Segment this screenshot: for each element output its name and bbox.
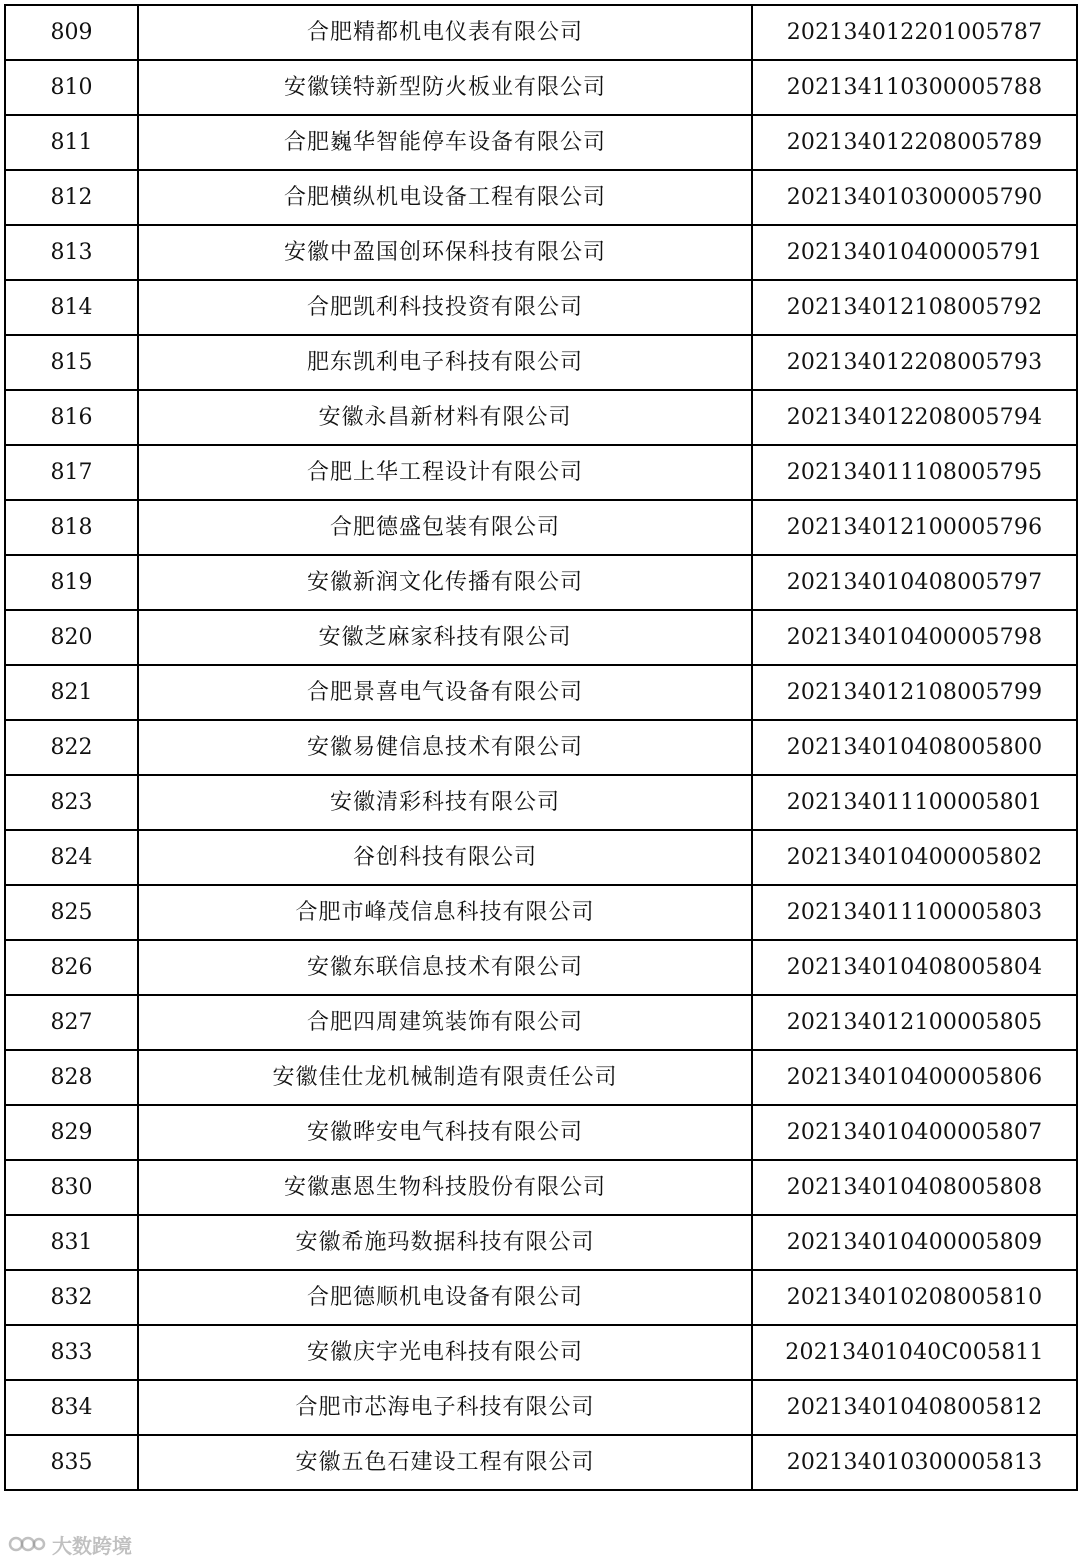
row-number-cell: 821 bbox=[5, 665, 138, 720]
registration-code-cell: 202134012108005792 bbox=[752, 280, 1077, 335]
company-name-cell: 合肥凯利科技投资有限公司 bbox=[138, 280, 752, 335]
table-row bbox=[5, 390, 1077, 445]
row-number-cell: 827 bbox=[5, 995, 138, 1050]
table-row bbox=[5, 610, 1077, 665]
row-number-cell: 820 bbox=[5, 610, 138, 665]
company-name-cell: 安徽庆宇光电科技有限公司 bbox=[138, 1325, 752, 1380]
table-row bbox=[5, 940, 1077, 995]
registration-code-cell: 202134010408005797 bbox=[752, 555, 1077, 610]
table-row bbox=[5, 720, 1077, 775]
table-row bbox=[5, 445, 1077, 500]
brand-logo-icon bbox=[8, 1533, 46, 1555]
table-row bbox=[5, 500, 1077, 555]
registration-code-cell: 202134012208005793 bbox=[752, 335, 1077, 390]
row-number-cell: 828 bbox=[5, 1050, 138, 1105]
table-row bbox=[5, 170, 1077, 225]
registration-code-cell: 202134010408005812 bbox=[752, 1380, 1077, 1435]
row-number-cell: 823 bbox=[5, 775, 138, 830]
table-body bbox=[5, 5, 1077, 1490]
company-name-cell: 安徽镁特新型防火板业有限公司 bbox=[138, 60, 752, 115]
row-number-cell: 811 bbox=[5, 115, 138, 170]
company-name-cell: 合肥四周建筑装饰有限公司 bbox=[138, 995, 752, 1050]
row-number-cell: 824 bbox=[5, 830, 138, 885]
registration-code-cell: 202134011100005801 bbox=[752, 775, 1077, 830]
registration-code-cell: 202134011108005795 bbox=[752, 445, 1077, 500]
table-row bbox=[5, 1325, 1077, 1380]
registry-table bbox=[4, 4, 1078, 1491]
table-row bbox=[5, 1105, 1077, 1160]
row-number-cell: 812 bbox=[5, 170, 138, 225]
row-number-cell: 815 bbox=[5, 335, 138, 390]
table-row bbox=[5, 60, 1077, 115]
company-name-cell: 合肥上华工程设计有限公司 bbox=[138, 445, 752, 500]
registration-code-cell: 202134012208005794 bbox=[752, 390, 1077, 445]
table-row bbox=[5, 5, 1077, 60]
table-row bbox=[5, 555, 1077, 610]
registration-code-cell: 202134010400005791 bbox=[752, 225, 1077, 280]
company-name-cell: 安徽清彩科技有限公司 bbox=[138, 775, 752, 830]
row-number-cell: 809 bbox=[5, 5, 138, 60]
table-row bbox=[5, 1380, 1077, 1435]
company-name-cell: 合肥精都机电仪表有限公司 bbox=[138, 5, 752, 60]
registration-code-cell: 20213401040C005811 bbox=[752, 1325, 1077, 1380]
registration-code-cell: 202134012100005796 bbox=[752, 500, 1077, 555]
table-row bbox=[5, 665, 1077, 720]
company-name-cell: 安徽希施玛数据科技有限公司 bbox=[138, 1215, 752, 1270]
company-name-cell: 合肥巍华智能停车设备有限公司 bbox=[138, 115, 752, 170]
table-row bbox=[5, 280, 1077, 335]
table-row bbox=[5, 885, 1077, 940]
table-row bbox=[5, 830, 1077, 885]
registration-code-cell: 202134011100005803 bbox=[752, 885, 1077, 940]
table-row bbox=[5, 1050, 1077, 1105]
row-number-cell: 814 bbox=[5, 280, 138, 335]
registration-code-cell: 202134010400005798 bbox=[752, 610, 1077, 665]
company-name-cell: 安徽易健信息技术有限公司 bbox=[138, 720, 752, 775]
company-name-cell: 安徽惠恩生物科技股份有限公司 bbox=[138, 1160, 752, 1215]
company-name-cell: 肥东凯利电子科技有限公司 bbox=[138, 335, 752, 390]
row-number-cell: 817 bbox=[5, 445, 138, 500]
registration-code-cell: 202134012100005805 bbox=[752, 995, 1077, 1050]
company-name-cell: 安徽五色石建设工程有限公司 bbox=[138, 1435, 752, 1490]
row-number-cell: 825 bbox=[5, 885, 138, 940]
row-number-cell: 829 bbox=[5, 1105, 138, 1160]
company-name-cell: 合肥德顺机电设备有限公司 bbox=[138, 1270, 752, 1325]
company-name-cell: 安徽佳仕龙机械制造有限责任公司 bbox=[138, 1050, 752, 1105]
table-row bbox=[5, 1435, 1077, 1490]
registration-code-cell: 202134010300005790 bbox=[752, 170, 1077, 225]
table-row bbox=[5, 1215, 1077, 1270]
registration-code-cell: 202134010408005808 bbox=[752, 1160, 1077, 1215]
company-name-cell: 安徽永昌新材料有限公司 bbox=[138, 390, 752, 445]
company-name-cell: 安徽晔安电气科技有限公司 bbox=[138, 1105, 752, 1160]
row-number-cell: 818 bbox=[5, 500, 138, 555]
row-number-cell: 819 bbox=[5, 555, 138, 610]
table-row bbox=[5, 1160, 1077, 1215]
row-number-cell: 834 bbox=[5, 1380, 138, 1435]
table-row bbox=[5, 995, 1077, 1050]
registration-code-cell: 202134010208005810 bbox=[752, 1270, 1077, 1325]
company-name-cell: 安徽新润文化传播有限公司 bbox=[138, 555, 752, 610]
registration-code-cell: 202134010400005809 bbox=[752, 1215, 1077, 1270]
watermark-text: 大数跨境 bbox=[52, 1533, 132, 1558]
row-number-cell: 830 bbox=[5, 1160, 138, 1215]
row-number-cell: 833 bbox=[5, 1325, 138, 1380]
company-name-cell: 谷创科技有限公司 bbox=[138, 830, 752, 885]
company-name-cell: 合肥市峰茂信息科技有限公司 bbox=[138, 885, 752, 940]
table-row bbox=[5, 225, 1077, 280]
company-name-cell: 合肥德盛包装有限公司 bbox=[138, 500, 752, 555]
company-name-cell: 安徽东联信息技术有限公司 bbox=[138, 940, 752, 995]
table-row bbox=[5, 335, 1077, 390]
registration-code-cell: 202134012108005799 bbox=[752, 665, 1077, 720]
company-name-cell: 安徽中盈国创环保科技有限公司 bbox=[138, 225, 752, 280]
row-number-cell: 816 bbox=[5, 390, 138, 445]
company-name-cell: 合肥景喜电气设备有限公司 bbox=[138, 665, 752, 720]
registration-code-cell: 202134010408005804 bbox=[752, 940, 1077, 995]
registration-code-cell: 202134010400005802 bbox=[752, 830, 1077, 885]
row-number-cell: 831 bbox=[5, 1215, 138, 1270]
company-name-cell: 合肥横纵机电设备工程有限公司 bbox=[138, 170, 752, 225]
table-row bbox=[5, 115, 1077, 170]
registration-code-cell: 202134012201005787 bbox=[752, 5, 1077, 60]
row-number-cell: 813 bbox=[5, 225, 138, 280]
registration-code-cell: 202134010408005800 bbox=[752, 720, 1077, 775]
row-number-cell: 835 bbox=[5, 1435, 138, 1490]
table-row bbox=[5, 1270, 1077, 1325]
row-number-cell: 810 bbox=[5, 60, 138, 115]
row-number-cell: 832 bbox=[5, 1270, 138, 1325]
registration-code-cell: 202134110300005788 bbox=[752, 60, 1077, 115]
registration-code-cell: 202134012208005789 bbox=[752, 115, 1077, 170]
company-name-cell: 安徽芝麻家科技有限公司 bbox=[138, 610, 752, 665]
table-row bbox=[5, 775, 1077, 830]
row-number-cell: 826 bbox=[5, 940, 138, 995]
registration-code-cell: 202134010400005806 bbox=[752, 1050, 1077, 1105]
company-name-cell: 合肥市芯海电子科技有限公司 bbox=[138, 1380, 752, 1435]
registration-code-cell: 202134010300005813 bbox=[752, 1435, 1077, 1490]
watermark bbox=[8, 1530, 132, 1558]
registration-code-cell: 202134010400005807 bbox=[752, 1105, 1077, 1160]
row-number-cell: 822 bbox=[5, 720, 138, 775]
